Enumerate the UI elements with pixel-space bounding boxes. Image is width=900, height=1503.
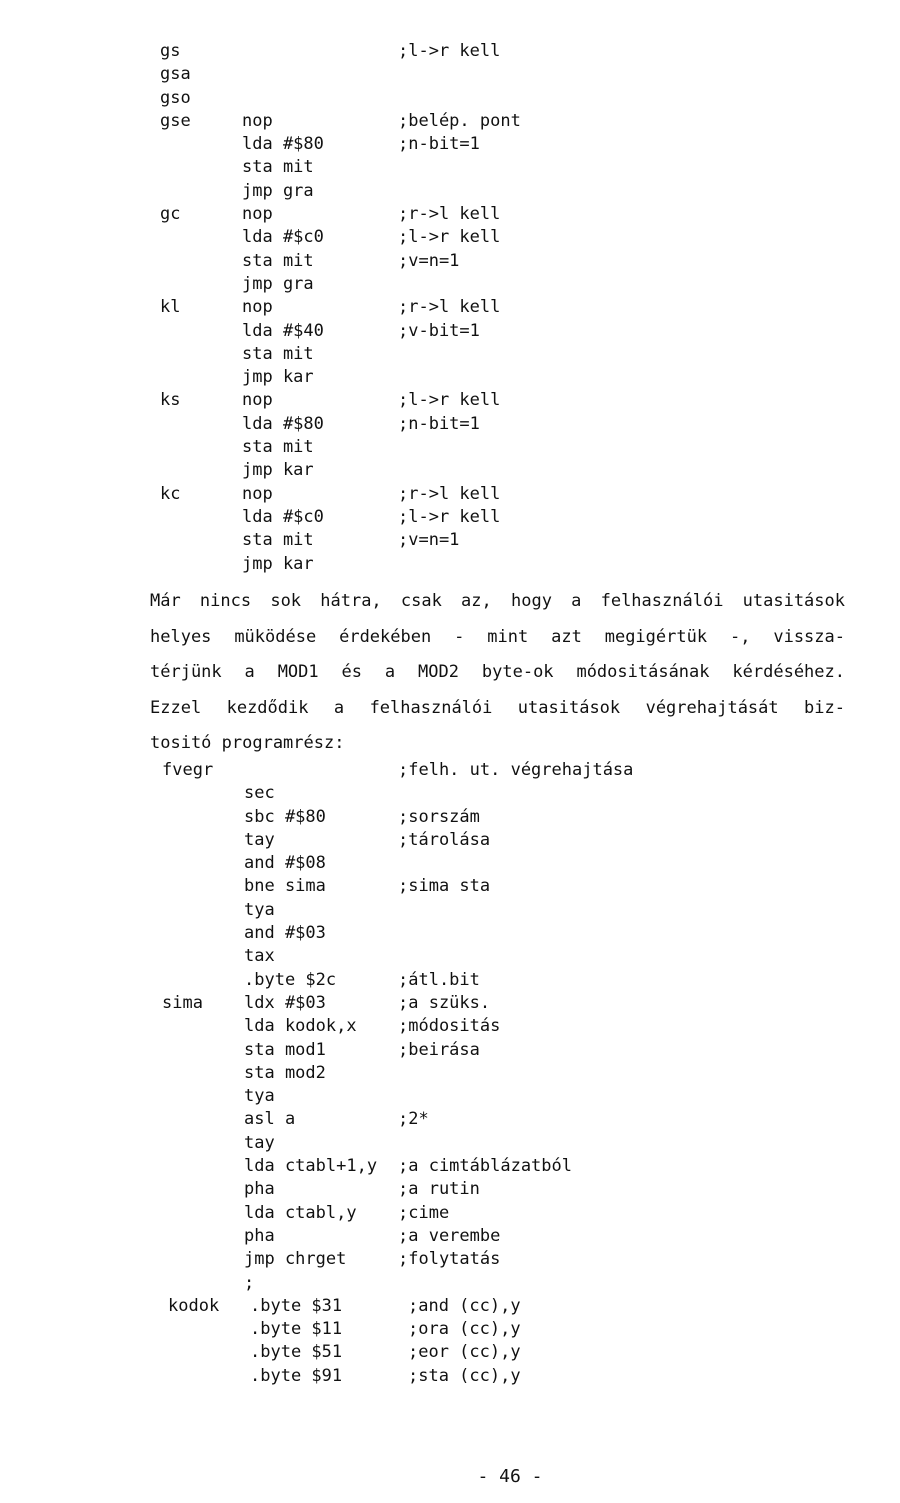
code-comment: ;v=n=1: [398, 250, 460, 271]
code-line: [0, 156, 900, 179]
code-comment: ;n-bit=1: [398, 413, 480, 434]
code-line: [0, 829, 900, 852]
code-line: [0, 1225, 900, 1248]
prose-line: tositó programrész:: [150, 733, 345, 753]
code-line: [0, 436, 900, 459]
code-line: [0, 553, 900, 576]
code-label: gc: [160, 204, 181, 225]
code-line: [0, 1108, 900, 1131]
code-instruction: sta mod2: [244, 1062, 326, 1083]
code-line: [0, 806, 900, 829]
code-line: [0, 459, 900, 482]
code-instruction: sta mit: [242, 437, 314, 458]
code-comment: ;eor (cc),y: [408, 1342, 521, 1363]
code-line: [0, 1132, 900, 1155]
code-comment: ;felh. ut. végrehajtása: [398, 760, 634, 780]
code-line: [0, 875, 900, 898]
code-instruction: ldx #$03: [244, 992, 326, 1013]
code-line: [0, 273, 900, 296]
code-comment: ;belép. pont: [398, 110, 521, 131]
page-number: - 46 -: [477, 1466, 543, 1487]
code-instruction: lda #$c0: [242, 227, 324, 248]
code-comment: ;a rutin: [398, 1179, 480, 1200]
code-instruction: jmp kar: [242, 367, 314, 388]
code-line: [0, 1015, 900, 1038]
code-comment: ;módositás: [398, 1016, 501, 1037]
code-line: [0, 110, 900, 133]
code-instruction: nop: [242, 390, 273, 411]
code-instruction: sta mit: [242, 343, 314, 364]
code-instruction: lda #$80: [242, 134, 324, 155]
code-line: [0, 1178, 900, 1201]
code-instruction: and #$03: [244, 923, 326, 944]
code-line: [0, 922, 900, 945]
code-comment: ;átl.bit: [398, 969, 480, 990]
code-instruction: tax: [244, 946, 275, 967]
code-instruction: lda kodok,x: [244, 1016, 357, 1037]
code-instruction: .byte $31: [250, 1295, 343, 1316]
code-comment: ;tárolása: [398, 829, 491, 850]
code-line: [0, 759, 900, 782]
code-comment: ;2*: [398, 1109, 429, 1130]
code-label: kc: [160, 483, 181, 504]
code-instruction: nop: [242, 204, 273, 225]
code-instruction: lda #$40: [242, 320, 324, 341]
code-instruction: bne sima: [244, 876, 326, 897]
code-comment: ;l->r kell: [398, 41, 501, 61]
code-label: gse: [160, 110, 191, 131]
prose-paragraph: [150, 584, 845, 762]
code-comment: ;folytatás: [398, 1249, 501, 1270]
code-instruction: lda #$c0: [242, 506, 324, 527]
code-instruction: sec: [244, 783, 275, 804]
code-instruction: .byte $51: [250, 1342, 343, 1363]
code-label: gso: [160, 87, 191, 108]
code-comment: ;beirása: [398, 1039, 480, 1060]
code-line: [0, 1365, 900, 1388]
code-line: [0, 1295, 900, 1318]
code-instruction: nop: [242, 297, 273, 318]
code-line: [0, 1202, 900, 1225]
code-instruction: jmp gra: [242, 273, 314, 294]
code-instruction: jmp kar: [242, 460, 314, 481]
code-line: [0, 1248, 900, 1271]
code-label: gs: [160, 41, 181, 61]
code-line: [0, 1085, 900, 1108]
code-instruction: lda ctabl+1,y: [244, 1156, 378, 1177]
code-comment: ;l->r kell: [398, 227, 501, 248]
code-label: kl: [160, 297, 181, 318]
code-instruction: tya: [244, 899, 275, 920]
code-line: [0, 1155, 900, 1178]
code-line: [0, 1062, 900, 1085]
code-line: [0, 180, 900, 203]
code-line: [0, 296, 900, 319]
code-line: [0, 852, 900, 875]
code-instruction: ;: [244, 1272, 255, 1293]
code-instruction: sta mit: [242, 250, 314, 271]
code-instruction: jmp gra: [242, 180, 314, 201]
code-instruction: sta mod1: [244, 1039, 326, 1060]
code-comment: ;r->l kell: [398, 483, 501, 504]
code-comment: ;and (cc),y: [408, 1295, 521, 1316]
code-instruction: lda #$80: [242, 413, 324, 434]
code-instruction: jmp chrget: [244, 1249, 347, 1270]
code-label: gsa: [160, 64, 191, 85]
code-instruction: tay: [244, 1132, 275, 1153]
code-line: [0, 1272, 900, 1295]
code-instruction: .byte $2c: [244, 969, 337, 990]
code-comment: ;l->r kell: [398, 506, 501, 527]
code-instruction: tya: [244, 1086, 275, 1107]
code-label: sima: [162, 992, 203, 1013]
code-line: [0, 1039, 900, 1062]
code-comment: ;v=n=1: [398, 530, 460, 551]
code-listing-fvegr: [0, 759, 900, 1295]
code-line: [0, 203, 900, 226]
code-line: [0, 226, 900, 249]
code-line: [0, 413, 900, 436]
code-instruction: and #$08: [244, 853, 326, 874]
code-comment: ;cime: [398, 1202, 450, 1223]
code-line: [0, 63, 900, 86]
code-line: [0, 1341, 900, 1364]
code-comment: ;r->l kell: [398, 297, 501, 318]
code-comment: ;r->l kell: [398, 204, 501, 225]
code-line: [0, 945, 900, 968]
code-instruction: .byte $11: [250, 1319, 343, 1340]
code-line: [0, 250, 900, 273]
code-instruction: pha: [244, 1179, 275, 1200]
prose-line: Már nincs sok hátra, csak az, hogy a felhasználói utasitások: [150, 591, 845, 611]
code-label: fvegr: [162, 760, 214, 780]
code-line: [0, 899, 900, 922]
code-comment: ;ora (cc),y: [408, 1319, 521, 1340]
code-instruction: lda ctabl,y: [244, 1202, 357, 1223]
code-line: [0, 1318, 900, 1341]
code-listing-kodok: [0, 1295, 900, 1388]
prose-line: térjünk a MOD1 és a MOD2 byte-ok módositásának kérdéséhez.: [150, 662, 845, 682]
code-line: [0, 992, 900, 1015]
code-instruction: sta mit: [242, 530, 314, 551]
code-instruction: sta mit: [242, 157, 314, 178]
code-instruction: sbc #$80: [244, 806, 326, 827]
code-comment: ;sima sta: [398, 876, 491, 897]
code-instruction: nop: [242, 483, 273, 504]
prose-line: Ezzel kezdődik a felhasználói utasitások végrehajtását biz-: [150, 697, 845, 718]
code-instruction: jmp kar: [242, 553, 314, 574]
code-comment: ;a szüks.: [398, 992, 491, 1013]
code-instruction: nop: [242, 110, 273, 131]
code-line: [0, 782, 900, 805]
code-line: [0, 529, 900, 552]
prose-line: helyes müködése érdekében - mint azt megigértük -, vissza-: [150, 626, 845, 647]
code-line: [0, 40, 900, 63]
code-comment: ;a verembe: [398, 1225, 501, 1246]
code-line: [0, 133, 900, 156]
code-label: ks: [160, 390, 181, 411]
code-line: [0, 366, 900, 389]
code-listing-bottom: [0, 759, 900, 1388]
code-line: [0, 506, 900, 529]
code-comment: ;a cimtáblázatból: [398, 1156, 572, 1177]
code-comment: ;l->r kell: [398, 390, 501, 411]
code-line: [0, 483, 900, 506]
code-comment: ;v-bit=1: [398, 320, 480, 341]
code-label: kodok: [168, 1295, 220, 1316]
code-instruction: tay: [244, 829, 275, 850]
code-comment: ;sorszám: [398, 806, 480, 827]
code-line: [0, 87, 900, 110]
code-comment: ;sta (cc),y: [408, 1365, 521, 1386]
code-line: [0, 969, 900, 992]
code-instruction: .byte $91: [250, 1365, 343, 1386]
code-line: [0, 343, 900, 366]
code-instruction: asl a: [244, 1109, 296, 1130]
code-instruction: pha: [244, 1225, 275, 1246]
code-comment: ;n-bit=1: [398, 134, 480, 155]
code-line: [0, 389, 900, 412]
code-listing-top: [0, 40, 900, 576]
code-line: [0, 320, 900, 343]
